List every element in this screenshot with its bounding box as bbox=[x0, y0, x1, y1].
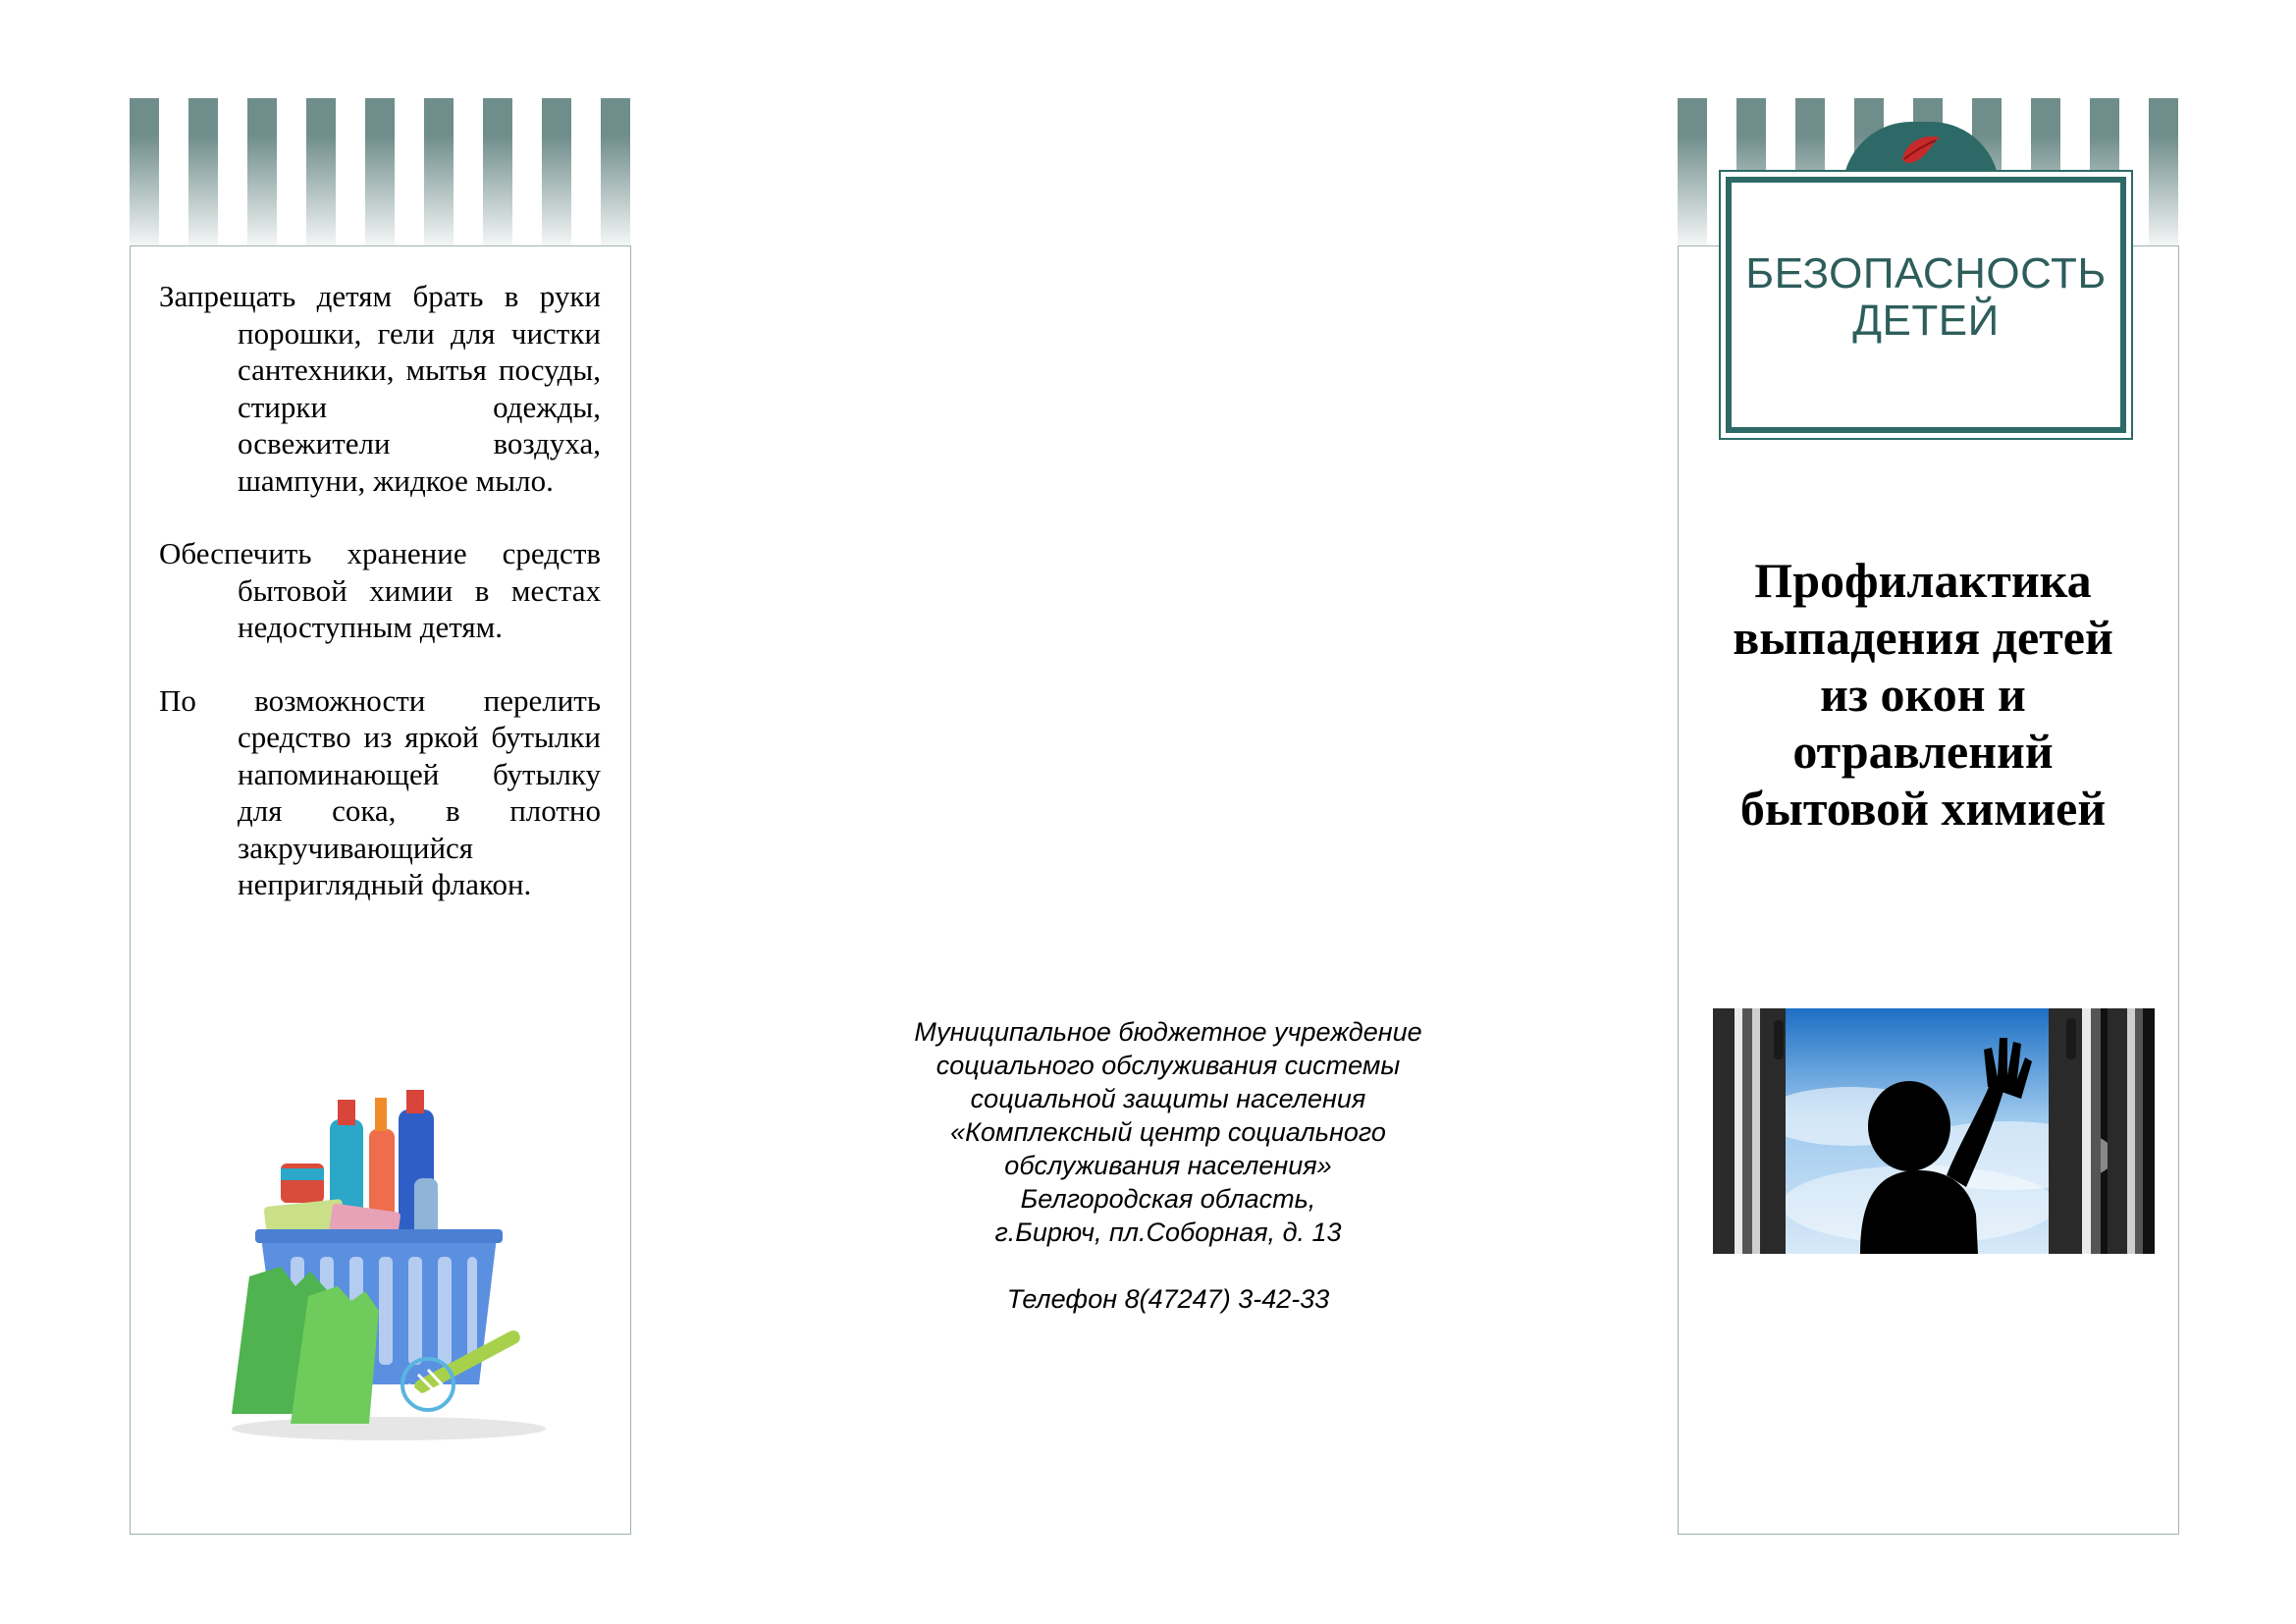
safety-title-box bbox=[1719, 170, 2133, 440]
box-title-line-1: БЕЗОПАСНОСТЬ bbox=[1745, 249, 2107, 298]
headline-line-1: Профилактика bbox=[1754, 553, 2092, 608]
child-at-window-image bbox=[1713, 1008, 2155, 1254]
organization-info bbox=[844, 1015, 1492, 1316]
left-stripes-header bbox=[130, 98, 630, 245]
cleaning-supplies-image bbox=[222, 1090, 556, 1443]
safety-tips bbox=[159, 278, 601, 940]
org-phone: Телефон 8(47247) 3-42-33 bbox=[1006, 1284, 1330, 1314]
org-line-4: «Комплексный центр социального bbox=[950, 1117, 1386, 1147]
tip-1-first: Запрещать детям брать в руки bbox=[159, 279, 601, 313]
headline-line-5: бытовой химией bbox=[1739, 781, 2107, 836]
tip-3 bbox=[159, 682, 601, 903]
org-line-5: обслуживания населения» bbox=[1004, 1151, 1332, 1180]
box-title-line-2: ДЕТЕЙ bbox=[1852, 297, 2000, 345]
box-title bbox=[1721, 250, 2131, 345]
headline-line-3: из окон и bbox=[1820, 667, 2026, 722]
org-line-6: Белгородская область, bbox=[1020, 1184, 1316, 1214]
headline-line-4: отравлений bbox=[1792, 724, 2054, 779]
tip-2 bbox=[159, 535, 601, 646]
org-line-2: социального обслуживания системы bbox=[935, 1051, 1401, 1080]
org-line-1: Муниципальное бюджетное учреждение bbox=[914, 1017, 1422, 1047]
headline-line-2: выпадения детей bbox=[1733, 610, 2113, 665]
tip-3-first: По возможности перелить bbox=[159, 682, 601, 718]
org-address: г.Бирюч, пл.Соборная, д. 13 bbox=[994, 1218, 1342, 1247]
org-line-3: социальной защиты населения bbox=[970, 1084, 1366, 1113]
tip-3-rest: средство из яркой бутылки напоминающей бутылку для сока, в плотно закручивающийся неприглядный флакон. bbox=[238, 720, 601, 901]
brochure-headline bbox=[1682, 552, 2163, 837]
tip-2-first: Обеспечить хранение средств bbox=[159, 536, 601, 570]
tip-2-rest: бытовой химии в местах недоступным детям. bbox=[238, 572, 601, 644]
tip-1-rest: порошки, гели для чистки сантехники, мытья посуды, стирки одежды, освежители воздуха, шампуни, жидкое мыло. bbox=[238, 315, 601, 498]
red-leaf-icon bbox=[1896, 130, 1946, 173]
tip-1 bbox=[159, 278, 601, 499]
